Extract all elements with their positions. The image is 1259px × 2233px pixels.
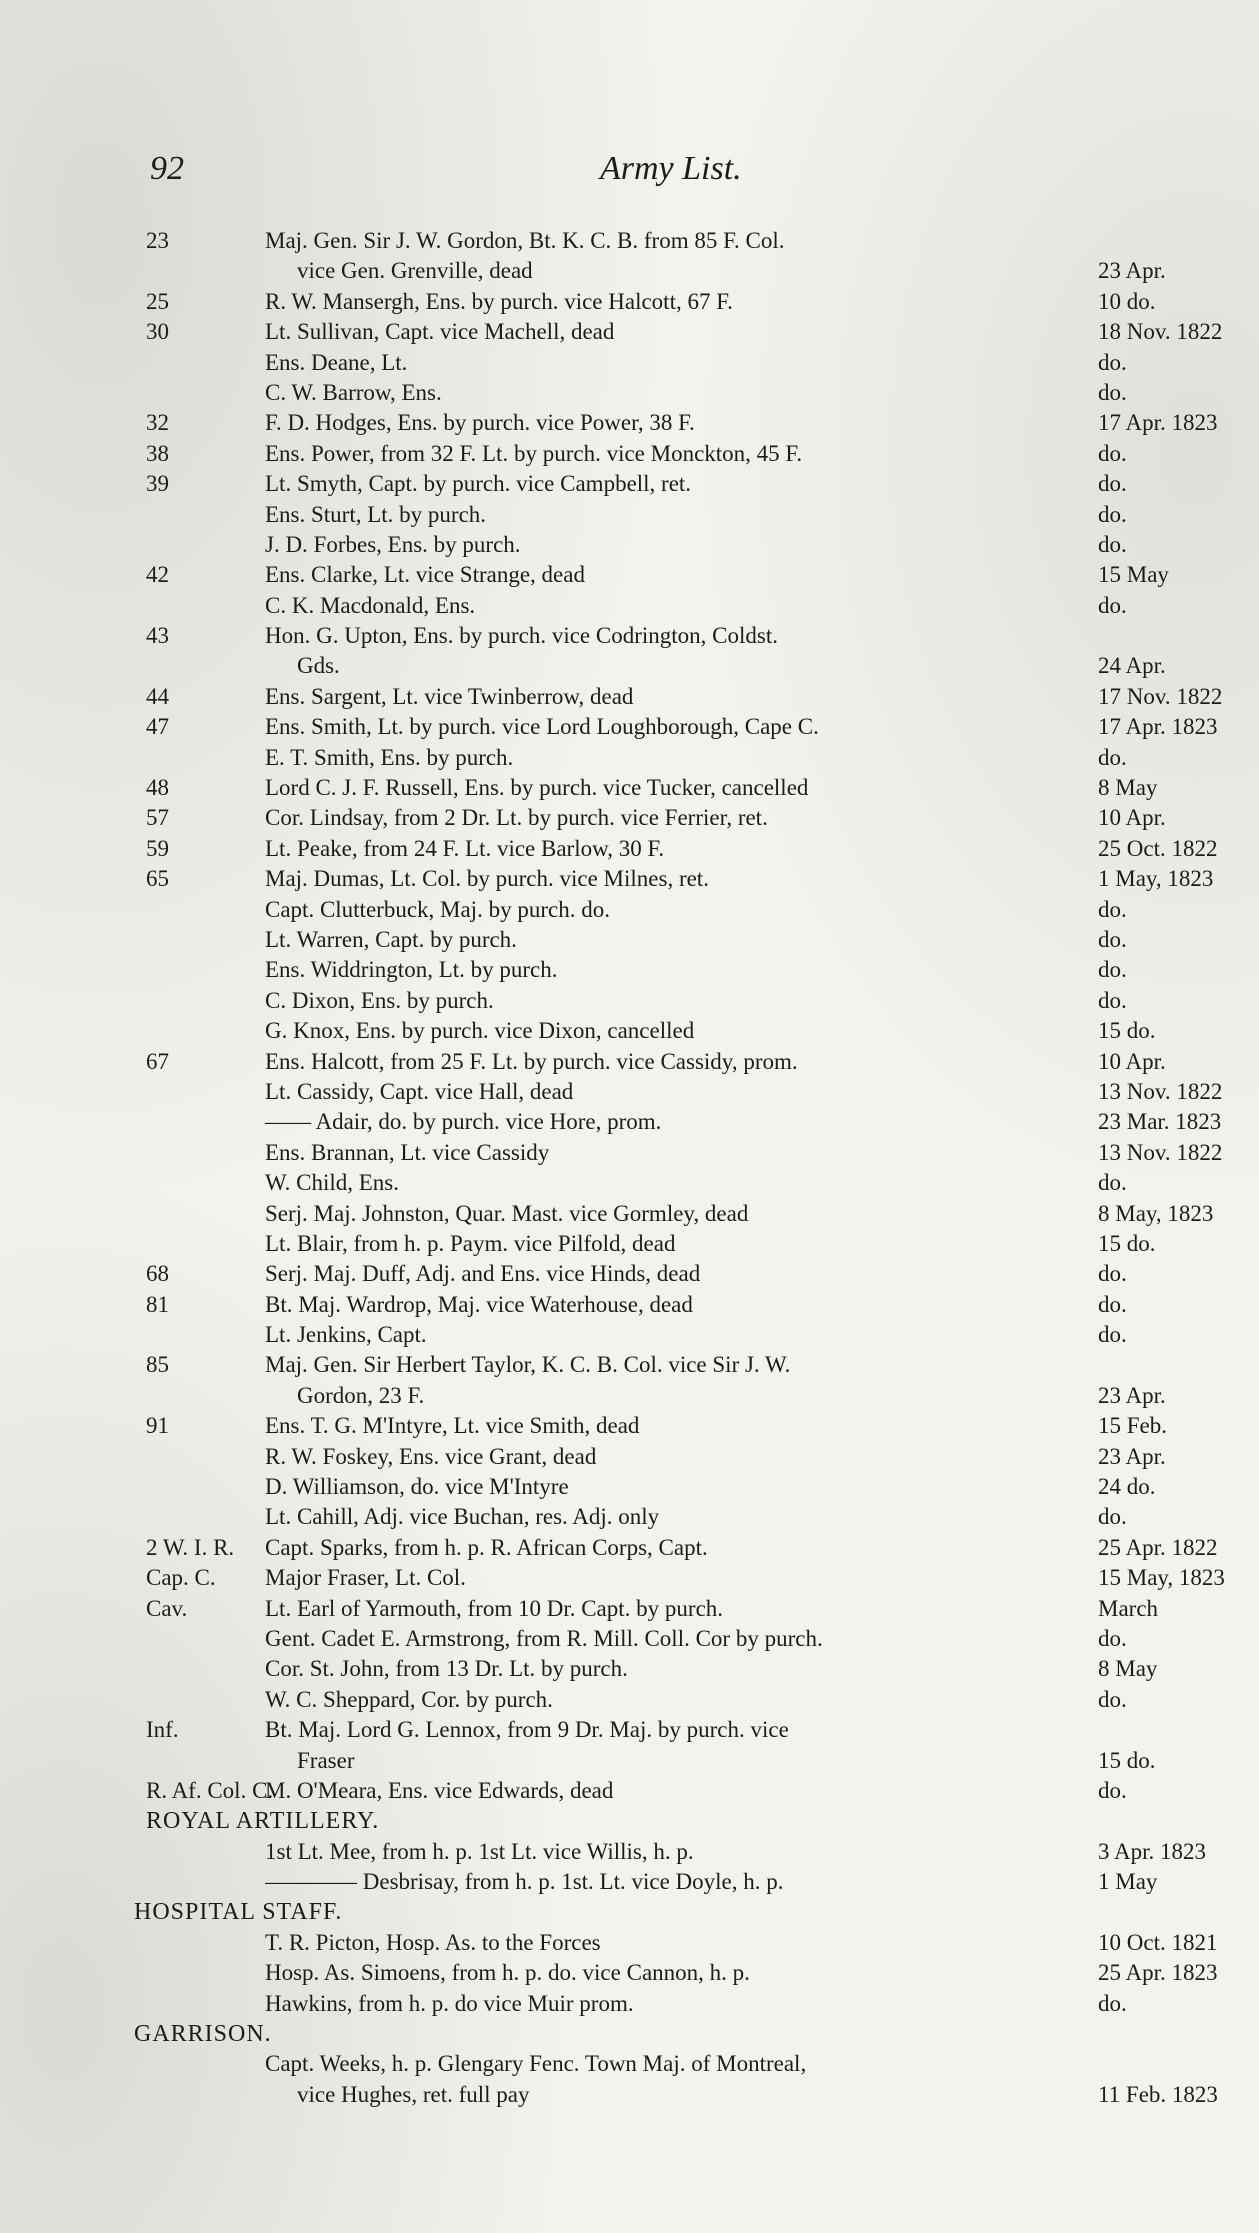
list-item (140, 864, 1250, 894)
appointment-date: do. (1098, 1990, 1127, 2016)
list-item (140, 986, 1250, 1016)
section-heading: HOSPITAL STAFF. (134, 1899, 343, 1926)
regiment-number: 48 (146, 775, 169, 801)
list-item (140, 1928, 1250, 1958)
appointment-date: 1 May, 1823 (1098, 866, 1214, 892)
list-item (140, 1259, 1250, 1289)
list-item (140, 591, 1250, 621)
appointment-date: do. (1098, 592, 1127, 618)
appointment-date: do. (1098, 896, 1127, 922)
appointment-text: E. T. Smith, Ens. by purch. (265, 744, 514, 770)
regiment-number: 91 (146, 1413, 169, 1439)
appointment-date: 11 Feb. 1823 (1098, 2081, 1218, 2107)
section-heading: GARRISON. (134, 2021, 272, 2048)
section-heading: ROYAL ARTILLERY. (146, 1808, 380, 1835)
appointment-date: 24 Apr. (1098, 653, 1166, 679)
regiment-number: 47 (146, 714, 169, 740)
appointment-date: 10 Apr. (1098, 805, 1166, 831)
appointment-date: do. (1098, 1777, 1127, 1803)
appointment-date: do. (1098, 1322, 1127, 1348)
regiment-number: 2 W. I. R. (146, 1534, 235, 1560)
appointment-date: 13 Nov. 1822 (1098, 1139, 1223, 1165)
appointment-date: do. (1098, 1504, 1127, 1530)
appointment-text: G. Knox, Ens. by purch. vice Dixon, cancelled (265, 1018, 695, 1044)
list-item (140, 1320, 1250, 1350)
list-item (140, 1107, 1250, 1137)
appointment-text: —— Adair, do. by purch. vice Hore, prom. (265, 1109, 662, 1135)
list-item (140, 530, 1250, 560)
list-item (140, 955, 1250, 985)
list-item (140, 712, 1250, 742)
appointment-text: W. C. Sheppard, Cor. by purch. (265, 1686, 553, 1712)
appointment-text: Lt. Cassidy, Capt. vice Hall, dead (265, 1078, 574, 1104)
appointment-date: do. (1098, 926, 1127, 952)
appointment-text: Ens. Widdrington, Lt. by purch. (265, 957, 558, 983)
appointment-date: do. (1098, 1261, 1127, 1287)
appointment-date: 18 Nov. 1822 (1098, 319, 1223, 345)
page-number: 92 (150, 150, 184, 187)
appointment-text: Serj. Maj. Johnston, Quar. Mast. vice Gormley, dead (265, 1200, 749, 1226)
regiment-number: 85 (146, 1352, 169, 1378)
appointment-date: 3 Apr. 1823 (1098, 1838, 1206, 1864)
regiment-number: 38 (146, 440, 169, 466)
list-item (140, 1989, 1250, 2019)
appointment-text: Gds. (297, 653, 340, 679)
regiment-number: 30 (146, 319, 169, 345)
appointment-date: do. (1098, 471, 1127, 497)
list-item (140, 651, 1250, 681)
appointment-text: Ens. Sturt, Lt. by purch. (265, 501, 487, 527)
appointment-text: Capt. Weeks, h. p. Glengary Fenc. Town Maj. of Montreal, (265, 2051, 807, 2077)
appointment-date: 8 May, 1823 (1098, 1200, 1214, 1226)
list-item (140, 1563, 1250, 1593)
list-item (140, 560, 1250, 590)
list-item (140, 1958, 1250, 1988)
appointment-date: 1 May (1098, 1869, 1158, 1895)
list-item (140, 1077, 1250, 1107)
appointment-date: 15 do. (1098, 1018, 1156, 1044)
appointment-date: 8 May (1098, 775, 1158, 801)
appointment-date: do. (1098, 1291, 1127, 1317)
appointment-text: C. W. Barrow, Ens. (265, 379, 442, 405)
list-item (140, 1047, 1250, 1077)
appointment-text: C. Dixon, Ens. by purch. (265, 987, 494, 1013)
regiment-number: 57 (146, 805, 169, 831)
appointment-text: vice Gen. Grenville, dead (297, 258, 533, 284)
appointment-text: Ens. Halcott, from 25 F. Lt. by purch. vice Cassidy, prom. (265, 1048, 798, 1074)
list-item (140, 621, 1250, 651)
appointment-date: do. (1098, 987, 1127, 1013)
list-item (140, 1624, 1250, 1654)
regiment-number: 44 (146, 683, 169, 709)
list-item (140, 1229, 1250, 1259)
list-item (140, 834, 1250, 864)
appointment-date: 17 Nov. 1822 (1098, 683, 1223, 709)
appointment-text: Ens. Clarke, Lt. vice Strange, dead (265, 562, 585, 588)
list-item (140, 439, 1250, 469)
list-item (140, 469, 1250, 499)
list-item (140, 1533, 1250, 1563)
list-item (140, 317, 1250, 347)
list-item (140, 682, 1250, 712)
appointment-text: Major Fraser, Lt. Col. (265, 1565, 466, 1591)
appointment-date: do. (1098, 379, 1127, 405)
appointment-text: Ens. Power, from 32 F. Lt. by purch. vice Monckton, 45 F. (265, 440, 803, 466)
regiment-number: 81 (146, 1291, 169, 1317)
appointment-date: do. (1098, 744, 1127, 770)
appointment-text: Gordon, 23 F. (297, 1382, 425, 1408)
appointment-text: Lt. Blair, from h. p. Paym. vice Pilfold, dead (265, 1230, 676, 1256)
appointment-text: Hosp. As. Simoens, from h. p. do. vice Cannon, h. p. (265, 1960, 750, 1986)
appointment-text: F. D. Hodges, Ens. by purch. vice Power, 38 F. (265, 410, 695, 436)
appointment-date: do. (1098, 1686, 1127, 1712)
appointment-text: Ens. Sargent, Lt. vice Twinberrow, dead (265, 683, 634, 709)
regiment-number: 32 (146, 410, 169, 436)
regiment-number: 39 (146, 471, 169, 497)
appointment-date: March (1098, 1595, 1159, 1621)
list-item (140, 2080, 1250, 2110)
appointment-text: 1st Lt. Mee, from h. p. 1st Lt. vice Willis, h. p. (265, 1838, 694, 1864)
appointment-text: Ens. Brannan, Lt. vice Cassidy (265, 1139, 550, 1165)
appointment-text: Cor. Lindsay, from 2 Dr. Lt. by purch. vice Ferrier, ret. (265, 805, 768, 831)
appointment-date: 15 do. (1098, 1747, 1156, 1773)
regiment-number: 65 (146, 866, 169, 892)
list-item (140, 408, 1250, 438)
appointment-date: 25 Apr. 1822 (1098, 1534, 1218, 1560)
list-item (140, 1290, 1250, 1320)
appointment-text: Bt. Maj. Wardrop, Maj. vice Waterhouse, dead (265, 1291, 693, 1317)
appointment-text: Bt. Maj. Lord G. Lennox, from 9 Dr. Maj. by purch. vice (265, 1717, 789, 1743)
appointment-text: Fraser (297, 1747, 355, 1773)
appointment-text: Maj. Gen. Sir J. W. Gordon, Bt. K. C. B. from 85 F. Col. (265, 228, 785, 253)
appointment-date: 8 May (1098, 1656, 1158, 1682)
appointment-text: Lord C. J. F. Russell, Ens. by purch. vice Tucker, cancelled (265, 775, 809, 801)
regiment-number: 43 (146, 623, 169, 649)
list-item (140, 1472, 1250, 1502)
appointment-date: do. (1098, 440, 1127, 466)
regiment-number: 59 (146, 835, 169, 861)
appointment-date: do. (1098, 501, 1127, 527)
appointment-date: 13 Nov. 1822 (1098, 1078, 1223, 1104)
list-item (140, 348, 1250, 378)
appointment-text: Lt. Earl of Yarmouth, from 10 Dr. Capt. by purch. (265, 1595, 724, 1621)
appointment-text: Ens. T. G. M'Intyre, Lt. vice Smith, dead (265, 1413, 640, 1439)
appointment-date: do. (1098, 1170, 1127, 1196)
appointment-text: R. W. Mansergh, Ens. by purch. vice Halcott, 67 F. (265, 288, 733, 314)
appointment-text: Ens. Smith, Lt. by purch. vice Lord Loughborough, Cape C. (265, 714, 819, 740)
list-item (140, 2049, 1250, 2079)
list-item (140, 1594, 1250, 1624)
appointment-text: Lt. Warren, Capt. by purch. (265, 926, 517, 952)
appointment-date: 23 Apr. (1098, 1382, 1166, 1408)
list-item (140, 895, 1250, 925)
list-item (140, 1746, 1250, 1776)
list-item (140, 803, 1250, 833)
appointment-date: do. (1098, 957, 1127, 983)
appointment-date: do. (1098, 349, 1127, 375)
appointment-date: 23 Apr. (1098, 1443, 1166, 1469)
list-item (140, 500, 1250, 530)
appointment-text: ———— Desbrisay, from h. p. 1st. Lt. vice Doyle, h. p. (265, 1869, 784, 1895)
list-item (140, 1776, 1250, 1806)
appointment-text: Capt. Sparks, from h. p. R. African Corps, Capt. (265, 1534, 708, 1560)
running-title: Army List. (600, 150, 742, 187)
appointment-date: 25 Oct. 1822 (1098, 835, 1218, 861)
list-item (140, 1867, 1250, 1897)
appointment-text: T. R. Picton, Hosp. As. to the Forces (265, 1929, 601, 1955)
regiment-number: 42 (146, 562, 169, 588)
appointment-text: M. O'Meara, Ens. vice Edwards, dead (265, 1777, 614, 1803)
list-item (140, 1199, 1250, 1229)
appointment-date: 15 Feb. (1098, 1413, 1167, 1439)
appointment-text: D. Williamson, do. vice M'Intyre (265, 1474, 569, 1500)
list-item (140, 1502, 1250, 1532)
appointment-text: C. K. Macdonald, Ens. (265, 592, 476, 618)
appointment-date: 10 Oct. 1821 (1098, 1929, 1218, 1955)
list-item (140, 1381, 1250, 1411)
list-item (140, 1442, 1250, 1472)
list-item (140, 1016, 1250, 1046)
appointment-text: W. Child, Ens. (265, 1170, 399, 1196)
list-item (140, 1138, 1250, 1168)
appointment-date: 15 May (1098, 562, 1169, 588)
appointment-date: do. (1098, 1625, 1127, 1651)
regiment-number: Cav. (146, 1595, 188, 1621)
appointment-date: 10 do. (1098, 288, 1156, 314)
appointment-text: Lt. Sullivan, Capt. vice Machell, dead (265, 319, 615, 345)
list-item (140, 287, 1250, 317)
regiment-number: Cap. C. (146, 1565, 216, 1591)
list-item (140, 743, 1250, 773)
promotions-list (134, 226, 1250, 2110)
appointment-date: 17 Apr. 1823 (1098, 410, 1218, 436)
list-item (140, 1350, 1250, 1380)
list-item (140, 925, 1250, 955)
list-item (140, 256, 1250, 286)
list-item (140, 226, 1250, 256)
list-item (140, 773, 1250, 803)
appointment-text: Lt. Smyth, Capt. by purch. vice Campbell, ret. (265, 471, 692, 497)
appointment-text: Hawkins, from h. p. do vice Muir prom. (265, 1990, 634, 2016)
appointment-text: Maj. Gen. Sir Herbert Taylor, K. C. B. Col. vice Sir J. W. (265, 1352, 791, 1378)
appointment-text: Lt. Peake, from 24 F. Lt. vice Barlow, 30 F. (265, 835, 665, 861)
appointment-text: Gent. Cadet E. Armstrong, from R. Mill. Coll. Cor by purch. (265, 1625, 823, 1651)
regiment-number: Inf. (146, 1717, 179, 1743)
appointment-text: Capt. Clutterbuck, Maj. by purch. do. (265, 896, 610, 922)
appointment-text: Cor. St. John, from 13 Dr. Lt. by purch. (265, 1656, 628, 1682)
list-item (140, 1411, 1250, 1441)
appointment-text: vice Hughes, ret. full pay (297, 2081, 530, 2107)
appointment-text: Serj. Maj. Duff, Adj. and Ens. vice Hinds, dead (265, 1261, 701, 1287)
appointment-text: Lt. Cahill, Adj. vice Buchan, res. Adj. only (265, 1504, 660, 1530)
appointment-text: Lt. Jenkins, Capt. (265, 1322, 427, 1348)
appointment-date: 25 Apr. 1823 (1098, 1960, 1218, 1986)
appointment-date: 24 do. (1098, 1474, 1156, 1500)
appointment-date: 15 May, 1823 (1098, 1565, 1225, 1591)
regiment-number: R. Af. Col. C. (146, 1777, 274, 1803)
appointment-date: do. (1098, 531, 1127, 557)
list-item (140, 1168, 1250, 1198)
list-item (140, 1685, 1250, 1715)
appointment-date: 10 Apr. (1098, 1048, 1166, 1074)
list-item (140, 1715, 1250, 1745)
appointment-date: 17 Apr. 1823 (1098, 714, 1218, 740)
appointment-text: Hon. G. Upton, Ens. by purch. vice Codrington, Coldst. (265, 623, 778, 649)
regiment-number: 23 (146, 228, 169, 253)
regiment-number: 68 (146, 1261, 169, 1287)
appointment-date: 15 do. (1098, 1230, 1156, 1256)
appointment-date: 23 Apr. (1098, 258, 1166, 284)
appointment-text: Ens. Deane, Lt. (265, 349, 408, 375)
list-item (140, 1654, 1250, 1684)
appointment-text: J. D. Forbes, Ens. by purch. (265, 531, 521, 557)
list-item (140, 378, 1250, 408)
list-item (140, 1837, 1250, 1867)
appointment-text: Maj. Dumas, Lt. Col. by purch. vice Milnes, ret. (265, 866, 709, 892)
page-header (150, 150, 1230, 200)
regiment-number: 25 (146, 288, 169, 314)
appointment-text: R. W. Foskey, Ens. vice Grant, dead (265, 1443, 597, 1469)
appointment-date: 23 Mar. 1823 (1098, 1109, 1222, 1135)
regiment-number: 67 (146, 1048, 169, 1074)
